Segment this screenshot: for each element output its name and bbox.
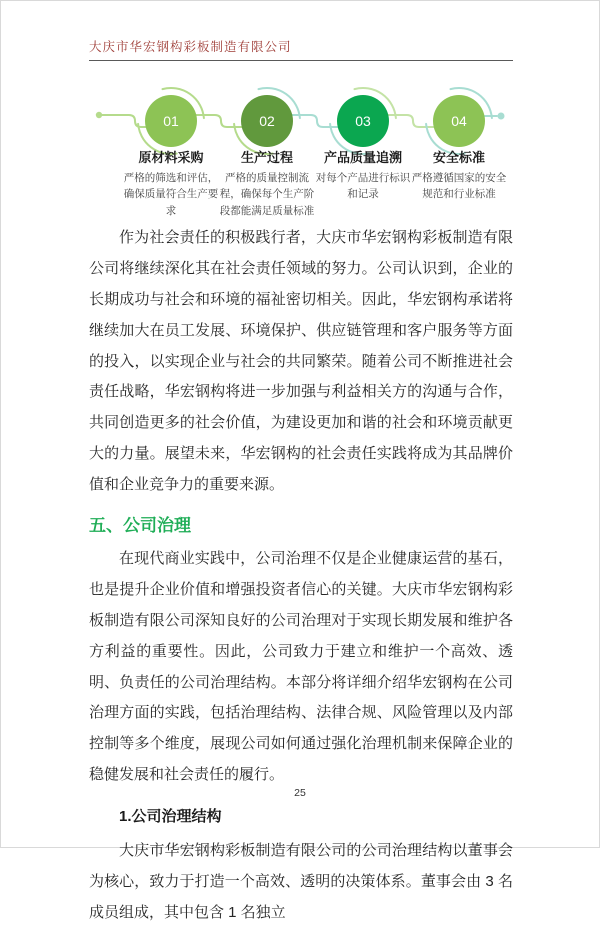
connector-segment	[193, 115, 247, 127]
company-name: 大庆市华宏钢构彩板制造有限公司	[89, 40, 292, 54]
step4-label	[407, 147, 511, 203]
paragraph-social-responsibility: 作为社会责任的积极践行者，大庆市华宏钢构彩板制造有限公司将继续深化其在社会责任领域的努力。公司认识到，企业的长期成功与社会和环境的福祉密切相关。因此，华宏钢构承诺将继续加大在员工发展、环境保护、供应链管理和客户服务等方面的投入，以实现企业与社会的共同繁荣。随着公司不断推进社会责任战略，华宏钢构将进一步加强与利益相关方的沟通与合作，共同创造更多的社会价值，为建设更加和谐的社会和环境贡献更大的力量。展望未来，华宏钢构的社会责任实践将成为其品牌价值和企业竞争力的重要来源。	[89, 229, 513, 494]
section-heading-corporate-governance: 五、公司治理	[89, 516, 191, 536]
step1-number: 01	[163, 113, 179, 129]
step3-number: 03	[355, 113, 371, 129]
page-header	[89, 37, 513, 61]
paragraph-governance-structure: 大庆市华宏钢构彩板制造有限公司的公司治理结构以董事会为核心，致力于打造一个高效、透明的决策体系。董事会由 3 名成员组成，其中包含 1 名独立	[89, 842, 513, 921]
step2-label	[215, 147, 319, 219]
step1-title: 原材料采购	[138, 150, 204, 165]
connector-end-dot	[498, 113, 505, 120]
step4-desc: 严格遵循国家的安全规范和行业标准	[411, 172, 507, 201]
step1-label	[119, 147, 223, 219]
step3-title: 产品质量追溯	[323, 150, 402, 165]
process-flow-diagram	[89, 85, 513, 233]
page-number: 25	[294, 787, 306, 799]
document-body	[89, 223, 513, 929]
step2-title: 生产过程	[240, 150, 293, 165]
step3-desc: 对每个产品进行标识和记录	[315, 172, 411, 201]
step4-title: 安全标准	[432, 150, 485, 165]
step4-number: 04	[451, 113, 467, 129]
connector-segment	[385, 115, 439, 127]
step2-desc: 严格的质量控制流程，确保每个生产阶段都能满足质量标准	[219, 172, 315, 217]
step3-label	[311, 147, 415, 203]
step1-desc: 严格的筛选和评估，确保质量符合生产要求	[123, 172, 219, 217]
sub-heading-governance-structure: 1.公司治理结构	[119, 808, 222, 826]
paragraph-governance-intro: 在现代商业实践中，公司治理不仅是企业健康运营的基石，也是提升企业价值和增强投资者信心的关键。大庆市华宏钢构彩板制造有限公司深知良好的公司治理对于实现长期发展和维护各方利益的重要性。因此，公司致力于建立和维护一个高效、透明、负责任的公司治理结构。本部分将详细介绍华宏钢构在公司治理方面的实践，包括治理结构、法律合规、风险管理以及内部控制等多个维度，展现公司如何通过强化治理机制来保障企业的稳健发展和社会责任的履行。	[89, 550, 513, 784]
step2-number: 02	[259, 113, 275, 129]
connector-segment	[289, 115, 343, 127]
